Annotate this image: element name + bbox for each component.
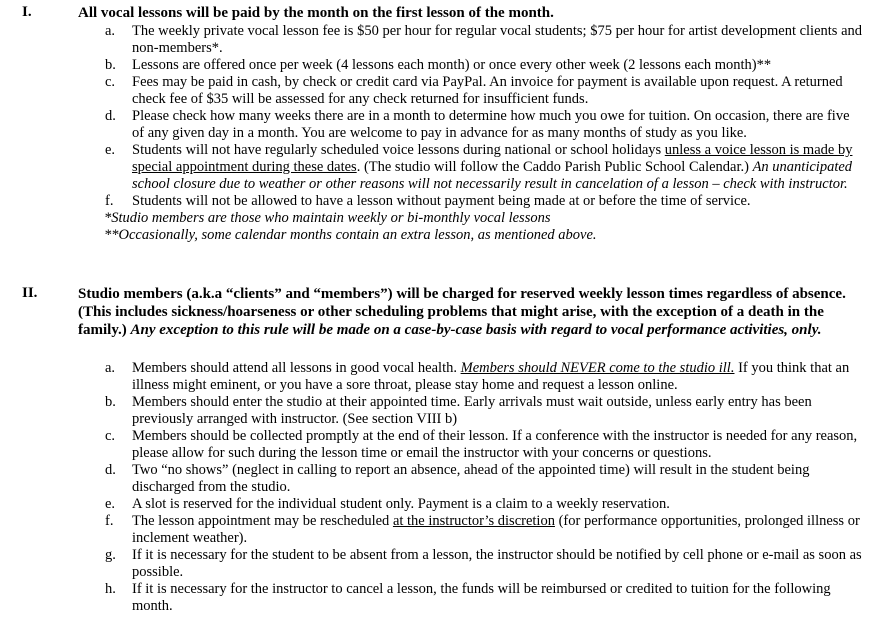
section-1-list (103, 23, 863, 244)
footnote-2: **Occasionally, some calendar months contain an extra lesson, as mentioned above. (104, 227, 597, 243)
list-item: a. The weekly private vocal lesson fee is $50 per hour for regular vocal students; $75 per hour for artist development clients and non-members*. (105, 23, 863, 56)
list-item: h. If it is necessary for the instructor to cancel a lesson, the funds will be reimbursed or credited to tuition for the following month. (105, 581, 831, 614)
section-2-list (103, 360, 863, 615)
list-item: f. The lesson appointment may be rescheduled at the instructor’s discretion (for performance opportunities, prolonged illness or inclement weather). (105, 513, 860, 546)
footnote-1: *Studio members are those who maintain weekly or bi-monthly vocal lessons (104, 210, 551, 226)
list-item: f. Students will not be allowed to have a lesson without payment being made at or before the time of service. (105, 193, 751, 209)
section-2-numeral: II. (22, 285, 38, 301)
list-item: e. Students will not have regularly scheduled voice lessons during national or school holidays unless a voice lesson is made by special appointment during these dates. (The studio will follow the Caddo Parish Public School Calendar.) An unanticipated school closure due to weather or other reasons will not necessarily result in cancelation of a lesson – check with instructor. (105, 142, 853, 192)
section-1-heading: All vocal lessons will be paid by the month on the first lesson of the month. (78, 5, 554, 21)
list-item: g. If it is necessary for the student to be absent from a lesson, the instructor should be notified by cell phone or e-mail as soon as possible. (105, 547, 862, 580)
list-item: d. Two “no shows” (neglect in calling to report an absence, ahead of the appointed time) will result in the student being discharged from the studio. (105, 462, 810, 495)
list-item: b. Members should enter the studio at their appointed time. Early arrivals must wait outside, unless early entry has been previously arranged with instructor. (See section VIII b) (105, 394, 812, 427)
list-item: d. Please check how many weeks there are in a month to determine how much you owe for tuition. On occasion, there are five of any given day in a month. You are welcome to pay in advance for as many months of study as you like. (105, 108, 850, 141)
list-item: c. Members should be collected promptly at the end of their lesson. If a conference with the instructor is needed for any reason, please allow for such during the lesson time or email the instructor with your concerns or questions. (105, 428, 858, 461)
list-item: b. Lessons are offered once per week (4 lessons each month) or once every other week (2 lessons each month)** (105, 57, 772, 73)
list-item: a. Members should attend all lessons in good vocal health. Members should NEVER come to the studio ill. If you think that an illness might eminent, or you have a sore throat, please stay home and request a lesson online. (105, 360, 850, 393)
section-1-numeral: I. (22, 4, 32, 20)
list-item: e. A slot is reserved for the individual student only. Payment is a claim to a weekly reservation. (105, 496, 670, 512)
section-2-heading: Studio members (a.k.a “clients” and “members”) will be charged for reserved weekly lesson times regardless of absence. (This includes sickness/hoarseness or other scheduling problems that might arise, with the exception of a death in the family.) Any exception to this rule will be made on a case-by-case basis with regard to vocal performance activities, only. (78, 286, 846, 338)
list-item: c. Fees may be paid in cash, by check or credit card via PayPal. An invoice for payment is available upon request. A returned check fee of $35 will be assessed for any check returned for insufficient funds. (105, 74, 843, 107)
